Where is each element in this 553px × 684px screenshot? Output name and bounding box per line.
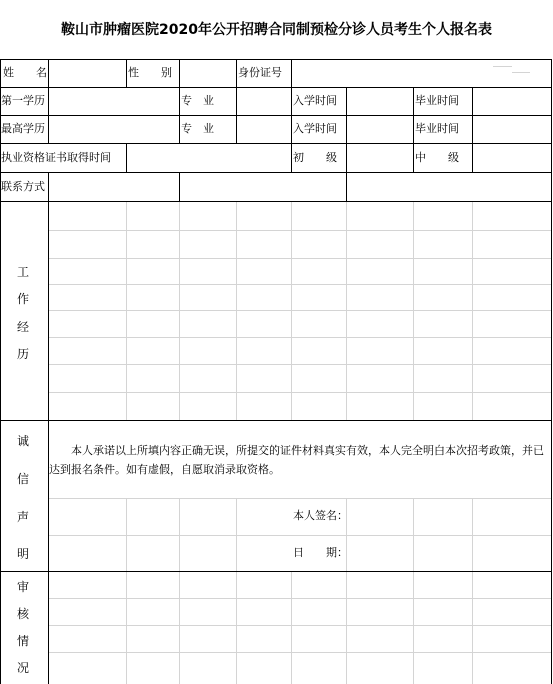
signature-label: 本人签名： — [293, 509, 348, 522]
work-history-char-4: 历 — [17, 347, 30, 361]
review-char-1: 审 — [17, 580, 30, 594]
integrity-char-3: 声 — [17, 510, 30, 524]
date-field[interactable] — [352, 543, 547, 563]
contact-field[interactable] — [51, 177, 176, 197]
review-char-4: 况 — [17, 661, 30, 675]
junior-title-label: 初 级 — [293, 151, 337, 164]
name-label: 姓 名 — [3, 66, 47, 79]
id-number-field[interactable] — [294, 65, 549, 83]
gender-field[interactable] — [182, 65, 234, 83]
highest-enroll-time-label: 入学时间 — [293, 122, 337, 135]
id-number-label: 身份证号 — [238, 66, 282, 79]
work-history-char-2: 作 — [17, 292, 30, 306]
first-degree-label: 第一学历 — [1, 94, 45, 107]
highest-grad-time-label: 毕业时间 — [415, 122, 459, 135]
contact-label: 联系方式 — [1, 180, 45, 193]
license-time-field[interactable] — [129, 148, 289, 168]
signature-field[interactable] — [352, 506, 547, 526]
highest-major-label: 专 业 — [181, 122, 214, 135]
license-time-label: 执业资格证书取得时间 — [1, 151, 111, 164]
work-history-char-3: 经 — [17, 320, 30, 334]
first-enroll-time-label: 入学时间 — [293, 94, 337, 107]
integrity-char-2: 信 — [17, 472, 30, 486]
intermediate-title-label: 中 级 — [415, 151, 459, 164]
integrity-char-1: 诚 — [17, 434, 30, 448]
work-history-field[interactable] — [51, 205, 549, 417]
review-char-2: 核 — [17, 607, 30, 621]
first-major-label: 专 业 — [181, 94, 214, 107]
integrity-char-4: 明 — [17, 547, 30, 561]
highest-degree-field[interactable] — [51, 120, 176, 140]
work-history-char-1: 工 — [17, 265, 30, 279]
date-label: 日 期： — [293, 546, 348, 559]
name-field[interactable] — [58, 65, 118, 83]
first-degree-field[interactable] — [51, 92, 176, 112]
declaration-text: 本人承诺以上所填内容正确无误，所提交的证件材料真实有效，本人完全明白本次招考政策，并已达到报名条件。如有虚假，自愿取消录取资格。 — [49, 444, 544, 476]
review-field[interactable] — [51, 575, 549, 681]
form-title: 鞍山市肿瘤医院2020年公开招聘合同制预检分诊人员考生个人报名表 — [61, 22, 492, 38]
gender-label: 性 别 — [128, 66, 172, 79]
highest-degree-label: 最高学历 — [1, 122, 45, 135]
first-grad-time-label: 毕业时间 — [415, 94, 459, 107]
review-char-3: 情 — [17, 634, 30, 648]
